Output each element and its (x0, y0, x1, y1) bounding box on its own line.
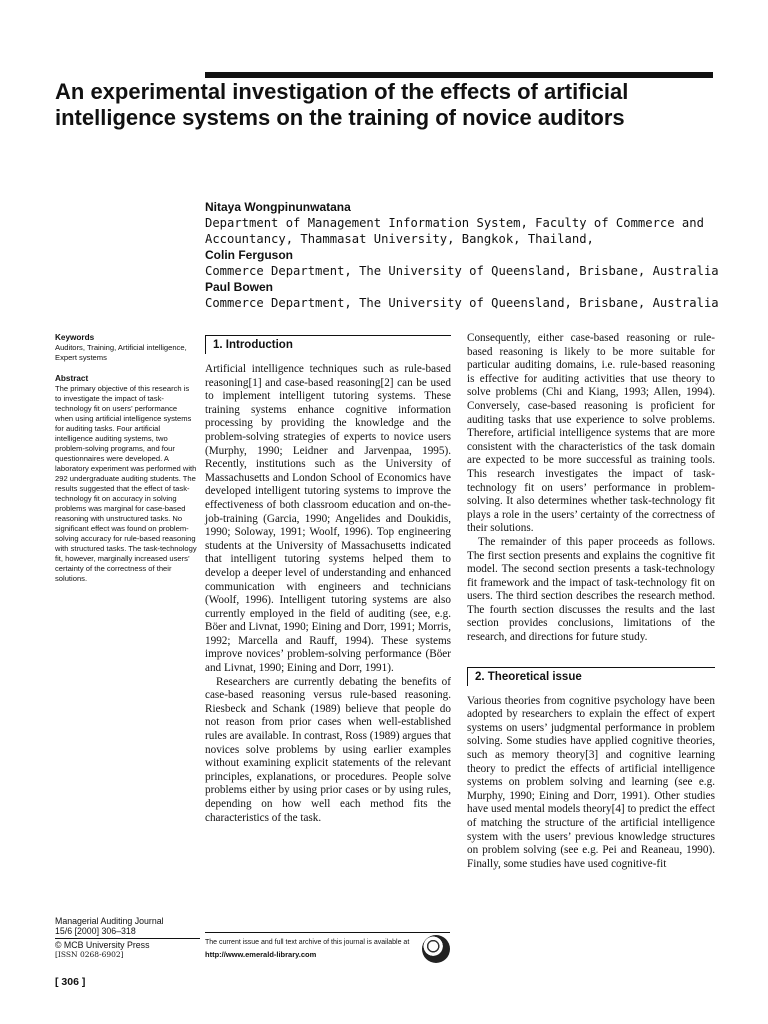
journal-copyright: © MCB University Press (55, 938, 200, 950)
abstract-heading: Abstract (55, 374, 89, 383)
author-block (205, 199, 735, 311)
paper-title: An experimental investigation of the effects of artificial intelligence systems on the training of novice auditors (55, 79, 629, 130)
title-rule (205, 72, 713, 78)
author-name: Colin Ferguson (205, 248, 293, 262)
intro-paragraph-2: Researchers are currently debating the benefits of case-based reasoning versus rule-based reasoning. Riesbeck and Schank (1989) believe that people do not reason from prior cases when well-established rules are available. In contrast, Ross (1989) argues that novices solve problems by using earlier examples without examining explicit statements of the relevant principles, explanations, or procedures. People solve problems either by using prior cases or by using rules, depending on how well each method fits the characteristics of the task. (205, 675, 451, 824)
introduction-heading: 1. Introduction (205, 335, 451, 354)
keywords-heading: Keywords (55, 333, 95, 342)
journal-volume: 15/6 [2000] 306–318 (55, 926, 136, 936)
author-name: Nitaya Wongpinunwatana (205, 200, 351, 214)
intro-paragraph-4: The remainder of this paper proceeds as follows. The first section presents and explains the cognitive fit model. The second section presents a task-technology fit framework and the impact of task-technology fit on users. The third section describes the research method. The fourth section discusses the results and the last section provides conclusions, limitations of the research, and directions for future study. (467, 535, 715, 644)
author-affiliation: Commerce Department, The University of Queensland, Brisbane, Australia (205, 296, 719, 310)
column-left (205, 335, 451, 825)
theoretical-paragraph-1: Various theories from cognitive psychology have been adopted by researchers to explain the effect of expert systems on users’ judgmental performance in problem solving. Some studies have applied cognitive theories, such as memory theory[3] and cognitive learning theory to predict the effects of artificial intelligence systems on problem solving and learning (see e.g. Murphy, 1990; Eining and Dorr, 1991). Other studies have used mental models theory[4] to predict the effect of matching the structure of the artificial intelligence system with the users’ previous knowledge structures on problem solving (see e.g. Pei and Reaneau, 1990). Finally, some studies have used cognitive-fit (467, 694, 715, 870)
archive-url-link[interactable]: http://www.emerald-library.com (205, 950, 317, 959)
keywords-text: Auditors, Training, Artificial intelligence, Expert systems (55, 343, 187, 362)
abstract-text: The primary objective of this research is to investigate the impact of task-technology fit on users’ performance when using artificial intelligence systems for auditing tasks. Four artificial intelligence auditing systems, two problem-solving programs, and four questionnaires were developed. A laboratory experiment was performed with 292 undergraduate auditing students. The results suggested that the effect of task-technology fit on accuracy in solving problems was marginal for case-based reasoning with unstructured tasks. No significant effect was found on problem-solving accuracy for rule-based reasoning with structured tasks. The task-technology fit, however, marginally increased users’ certainty of the correctness of their solutions. (55, 384, 197, 583)
theoretical-heading: 2. Theoretical issue (467, 667, 715, 686)
journal-info (55, 916, 200, 960)
author-name: Paul Bowen (205, 280, 274, 294)
page-number: [ 306 ] (55, 976, 86, 988)
archive-note (205, 932, 450, 961)
intro-paragraph-3: Consequently, either case-based reasoning or rule-based reasoning is likely to be more suitable for particular auditing domains, i.e. rule-based reasoning is effective for auditing activities that use theory to solve problems (Chi and Kiang, 1993; Allen, 1994). Conversely, case-based reasoning is proficient for auditing tasks that use experience to solve problems. Therefore, artificial intelligence systems that are more consistent with the characteristics of the task domain are expected to be more successful as training tools. This research investigates the impact of task-technology fit on users’ performance in problem-solving. It also determines whether task-technology fit plays a role in the users’ certainty of the correctness of their solutions. (467, 332, 715, 535)
column-right (467, 332, 715, 871)
archive-text: The current issue and full text archive of this journal is available at (205, 939, 410, 946)
sidebar (55, 333, 197, 584)
globe-icon (422, 935, 450, 963)
author-affiliation: Commerce Department, The University of Queensland, Brisbane, Australia (205, 264, 719, 278)
intro-paragraph-1: Artificial intelligence techniques such as rule-based reasoning[1] and case-based reasoning[2] can be used to implement intelligent tutoring systems. These training systems enhance cognitive information processing by providing the knowledge and the problem-solving strategies of experts to novice users (Murphy, 1990; Leidner and Jarvenpaa, 1995). Recently, institutions such as the University of Massachusetts and London School of Economics have developed intelligent tutoring systems to improve the effectiveness of both classroom education and on-the-job-training (Garcia, 1990; Angelides and Doukidis, 1990; Soloway, 1991; Woolf, 1996). Top engineering students at the University of Massachusetts indicated that intelligent tutoring systems helped them to develop a deeper level of understanding and enhanced communication with engineers and technicians (Woolf, 1996). Intelligent tutoring systems are also currently employed in the field of auditing (see, e.g. Böer and Livnat, 1990; Eining and Dorr, 1991; Morris, 1992; Marcella and Rauff, 1994). These systems improve novices’ problem-solving performance (Böer and Livnat, 1990; Eining and Dorr, 1991). (205, 363, 451, 675)
journal-issn: [ISSN 0268-6902] (55, 950, 124, 959)
journal-name: Managerial Auditing Journal (55, 916, 164, 926)
author-affiliation: Department of Management Information System, Faculty of Commerce and Accountancy, Thammasat University, Bangkok, Thailand, (205, 216, 704, 246)
